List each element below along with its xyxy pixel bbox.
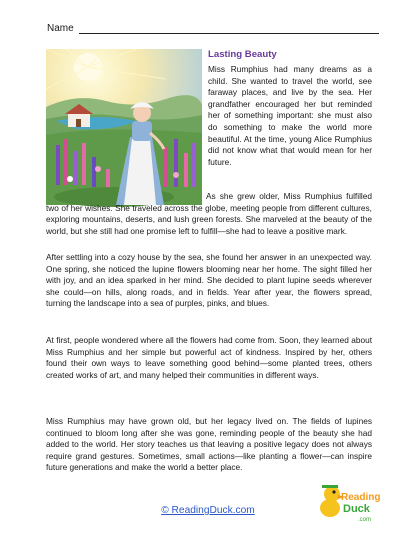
paragraph-1-intro: Miss Rumphius had many dreams as a child. She wanted to travel the world, see faraway places, and live by the sea. Her grandfather encouraged her but reminded her of something important: she must also do something to make the world more beautiful. At the time, young Alice Rumphius did not know what that would mean for her future. [208,64,372,167]
name-field[interactable] [47,23,379,34]
paragraph-1-continued: As she grew older, Miss Rumphius fulfilled two of her wishes. She traveled across the globe, meeting people from different cultures, exploring mountains, deserts, and lush green forests. She marveled at the beauty of the world, but she still had one promise left to fulfill—she had to leave a positive mark. [46,191,372,236]
paragraph-2: After settling into a cozy house by the sea, she found her answer in an unexpected way. One spring, she noticed the lupine flowers blooming near her home. The sight filled her with joy, and an idea sparked in her mind. She decided to plant lupine seeds wherever she could—on hills, along roads, and in fields. Year after year, the flowers spread, turning the landscape into a sea of purples, pinks, and blues. [46,252,372,309]
readingduck-link[interactable]: © ReadingDuck.com [161,505,255,516]
logo-word-duck: Duck [343,503,370,515]
name-underline[interactable] [79,23,379,34]
readingduck-logo [318,478,381,524]
name-label: Name [47,23,74,34]
logo-suffix: .com [358,517,372,523]
story-title: Lasting Beauty [208,49,277,60]
logo-word-reading: Reading [341,492,381,503]
story-illustration [46,49,202,205]
paragraph-4: Miss Rumphius may have grown old, but her legacy lived on. The fields of lupines continued to bloom long after she was gone, reminding people of the beauty she had added to the world. Her story teaches us that leaving a positive legacy does not always require grand gestures. Sometimes, small actions—like planting a flower—can inspire future generations and make the world a better place. [46,416,372,473]
paragraph-3: At first, people wondered where all the flowers had come from. Soon, they learned about Miss Rumphius and her simple but powerful act of kindness. Inspired by her, others found their own ways to leave something good behind—some planted trees, others created works of art, and many helped their communities in different ways. [46,335,372,380]
